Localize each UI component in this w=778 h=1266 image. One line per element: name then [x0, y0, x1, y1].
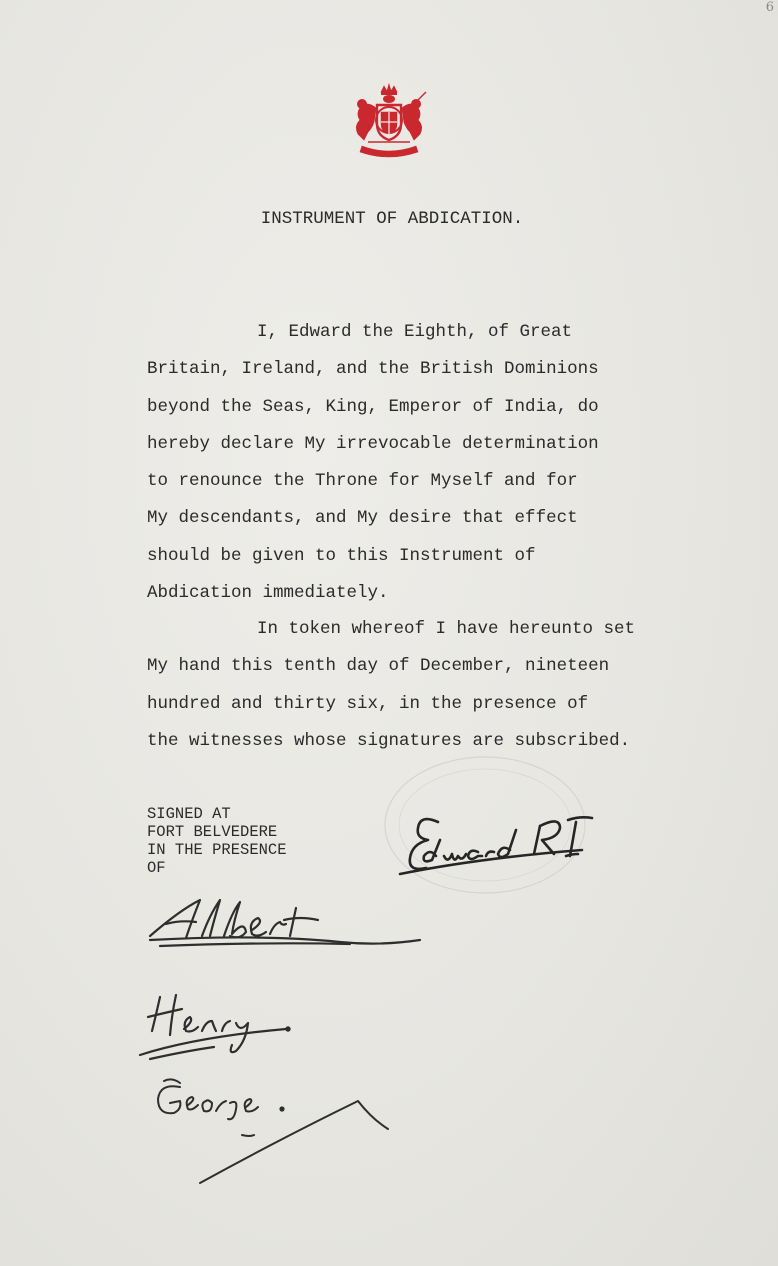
signed-line: IN THE PRESENCE: [147, 841, 287, 859]
paragraph-line: Britain, Ireland, and the British Dominions: [147, 359, 599, 380]
george-signature: [150, 1075, 400, 1190]
paragraph-line: Abdication immediately.: [147, 583, 389, 604]
abdication-paragraph: [147, 314, 599, 612]
royal-crest-icon: [348, 82, 430, 162]
paragraph-line: hundred and thirty six, in the presence of: [147, 693, 589, 714]
page-number-mark: 6: [765, 0, 774, 15]
paragraph-line: should be given to this Instrument of: [147, 545, 536, 566]
signed-line: OF: [147, 859, 166, 877]
paragraph-line: the witnesses whose signatures are subscribed.: [147, 730, 631, 751]
document-title: INSTRUMENT OF ABDICATION.: [260, 209, 524, 229]
token-paragraph: [147, 611, 635, 760]
paragraph-line: I, Edward the Eighth, of Great: [257, 322, 573, 342]
henry-signature: [136, 985, 301, 1065]
paragraph-line: hereby declare My irrevocable determination: [147, 433, 599, 454]
edward-signature: [390, 800, 620, 885]
paragraph-line: In token whereof I have hereunto set: [257, 619, 636, 639]
signed-line: SIGNED AT: [147, 805, 231, 823]
signed-line: FORT BELVEDERE: [147, 823, 278, 841]
signed-at-block: [147, 805, 287, 877]
paragraph-line: My hand this tenth day of December, nineteen: [147, 656, 610, 677]
paragraph-line: beyond the Seas, King, Emperor of India, do: [147, 396, 599, 417]
albert-signature: [140, 890, 430, 955]
paragraph-line: to renounce the Throne for Myself and for: [147, 471, 578, 492]
paragraph-line: My descendants, and My desire that effect: [147, 508, 578, 529]
